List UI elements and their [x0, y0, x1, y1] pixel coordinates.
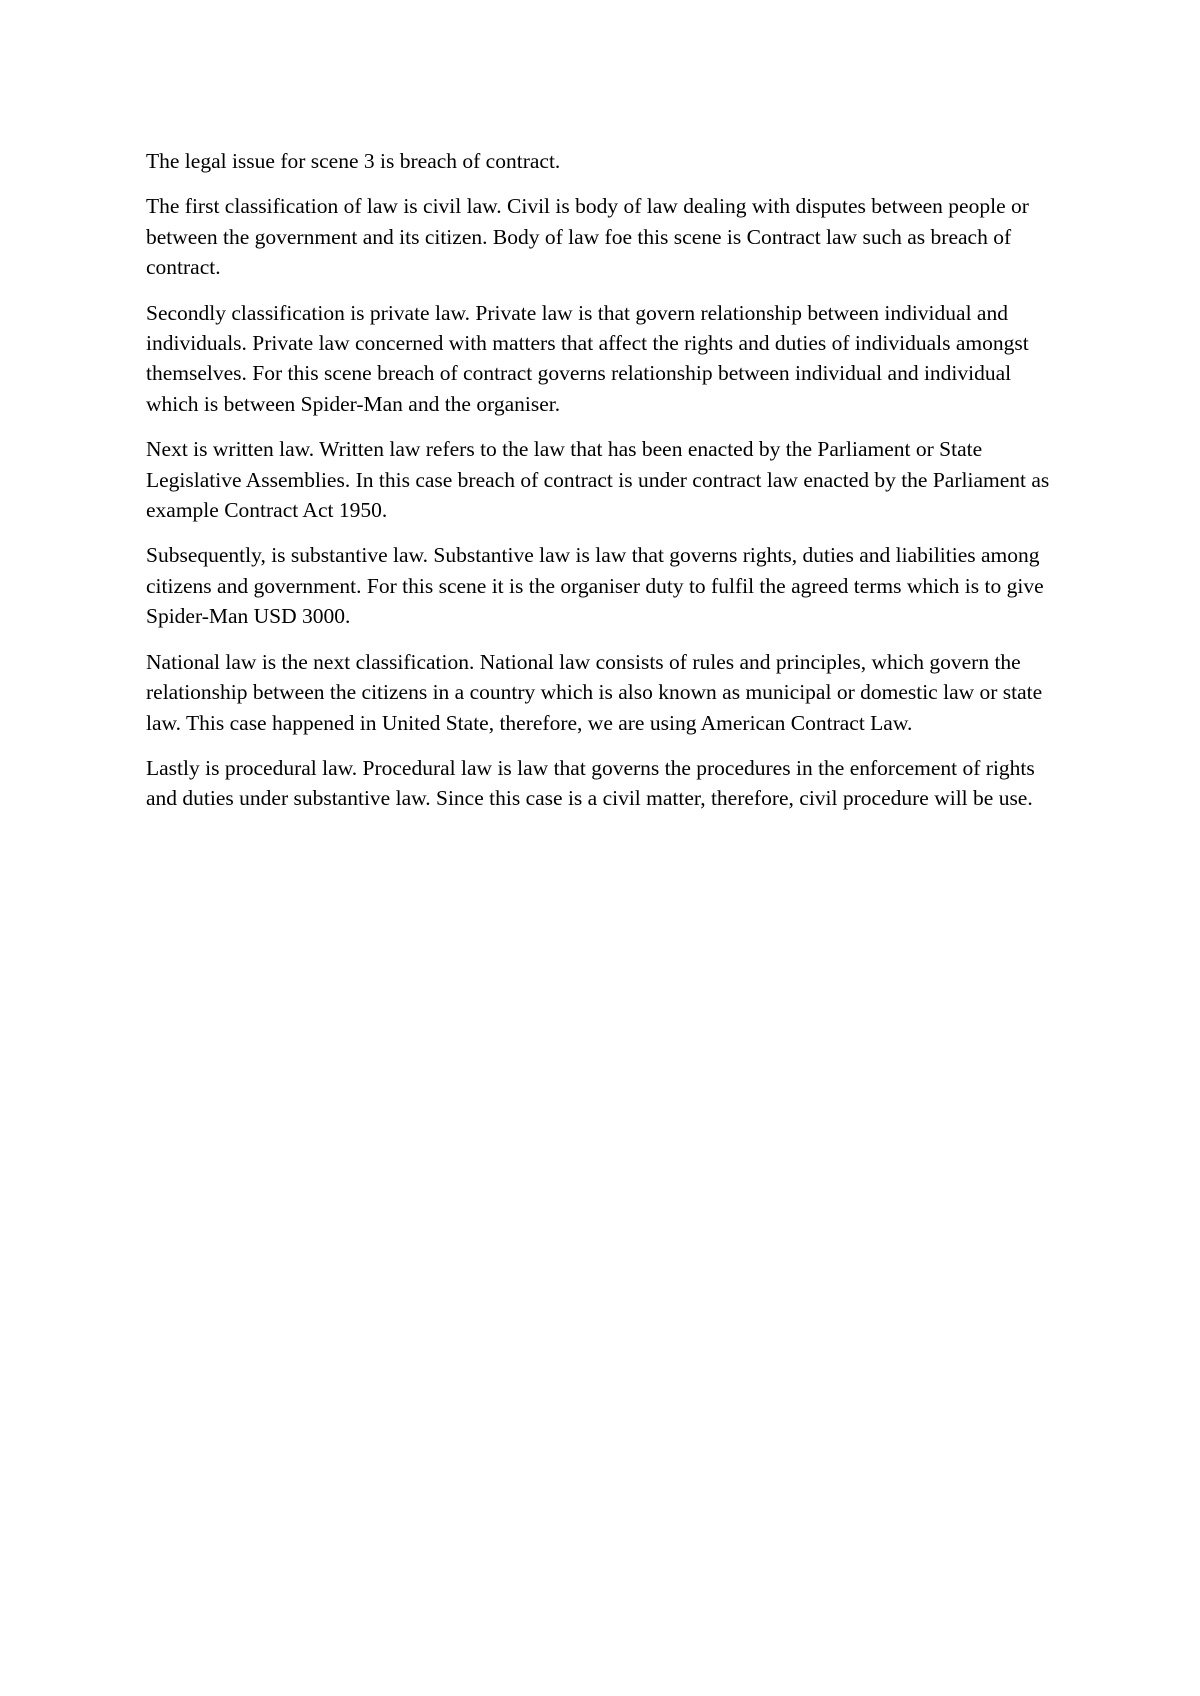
paragraph-substantive-law: Subsequently, is substantive law. Substantive law is law that governs rights, duties and liabilities among citizens and government. For this scene it is the organiser duty to fulfil the agreed terms which is to give Spider-Man USD 3000.: [146, 543, 1044, 629]
paragraph-civil-law: The first classification of law is civil law. Civil is body of law dealing with disputes between people or between the government and its citizen. Body of law foe this scene is Contract law such as breach of contract.: [146, 194, 1029, 280]
paragraph-procedural-law: Lastly is procedural law. Procedural law is law that governs the procedures in the enforcement of rights and duties under substantive law. Since this case is a civil matter, therefore, civil procedure will be use.: [146, 755, 1035, 811]
document-body: [146, 146, 1066, 829]
paragraph-written-law: Next is written law. Written law refers to the law that has been enacted by the Parliament or State Legislative Assemblies. In this case breach of contract is under contract law enacted by the Parliament as example Contract Act 1950.: [146, 437, 1050, 523]
paragraph-national-law: National law is the next classification. National law consists of rules and principles, which govern the relationship between the citizens in a country which is also known as municipal or domestic law or state law. This case happened in United State, therefore, we are using American Contract Law.: [146, 649, 1043, 735]
paragraph-private-law: Secondly classification is private law. Private law is that govern relationship between individual and individuals. Private law concerned with matters that affect the rights and duties of individuals amongst themselves. For this scene breach of contract governs relationship between individual and individual which is between Spider-Man and the organiser.: [146, 300, 1029, 416]
paragraph-legal-issue: The legal issue for scene 3 is breach of contract.: [146, 149, 561, 173]
